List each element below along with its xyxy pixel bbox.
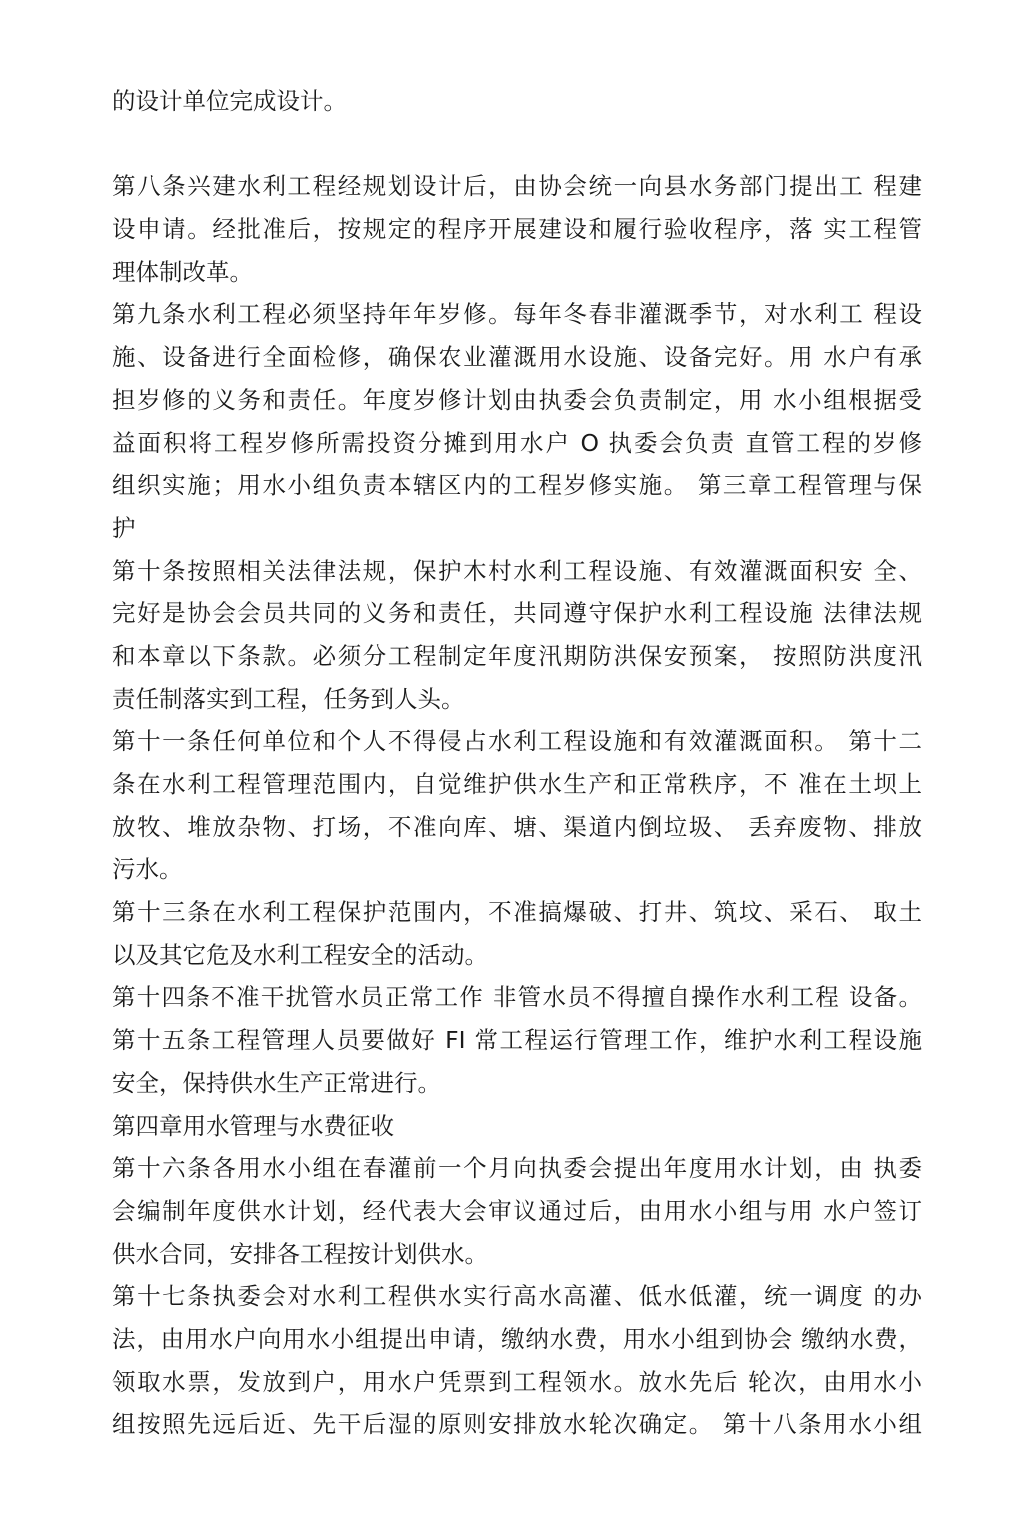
text-line: 放牧、堆放杂物、打场，不准向库、塘、渠道内倒垃圾、 丢弃废物、排放 [112,812,922,841]
text-line: 组织实施；用水小组负责本辖区内的工程岁修实施。 第三章工程管理与保 [112,471,922,500]
text-line: 污水。 [112,855,183,884]
text-line: 第十一条任何单位和个人不得侵占水利工程设施和有效灌溉面积。 第十二 [112,727,922,756]
text-line: 领取水票，发放到户，用水户凭票到工程领水。放水先后 轮次，由用水小 [112,1367,922,1396]
blank-line [112,123,922,166]
text-line: 完好是协会会员共同的义务和责任，共同遵守保护水利工程设施 法律法规 [112,599,922,628]
text-line: 第十七条执委会对水利工程供水实行高水高灌、低水低灌，统一调度 的办 [112,1282,922,1311]
text-line: 组按照先远后近、先干后湿的原则安排放水轮次确定。 第十八条用水小组 [112,1410,922,1439]
text-line: 安全，保持供水生产正常进行。 [112,1068,441,1097]
chapter-heading: 第四章用水管理与水费征收 [112,1111,394,1140]
text-line: 担岁修的义务和责任。年度岁修计划由执委会负责制定，用 水小组根据受 [112,385,922,414]
text-line: 第十条按照相关法律法规，保护木村水利工程设施、有效灌溉面积安 全、 [112,556,922,585]
text-line: 的设计单位完成设计。 [112,87,347,115]
text-line: 理体制改革。 [112,257,253,286]
document-page [112,80,922,1446]
text-line: 益面积将工程岁修所需投资分摊到用水户 O 执委会负责 直管工程的岁修 [112,428,922,457]
text-line: 会编制年度供水计划，经代表大会审议通过后，由用水小组与用 水户签订 [112,1196,922,1225]
text-line: 供水合同，安排各工程按计划供水。 [112,1239,488,1268]
text-line: 条在水利工程管理范围内，自觉维护供水生产和正常秩序，不 准在土坝上 [112,770,922,798]
text-line: 第九条水利工程必须坚持年年岁修。每年冬春非灌溉季节，对水利工 程设 [112,300,922,329]
text-line: 第十三条在水利工程保护范围内，不准搞爆破、打井、筑坟、采石、 取土 [112,898,922,927]
text-line: 第十六条各用水小组在春灌前一个月向执委会提出年度用水计划，由 执委 [112,1154,922,1183]
text-line: 第八条兴建水利工程经规划设计后，由协会统一向县水务部门提出工 程建 [112,172,922,201]
text-line: 第十五条工程管理人员要做好 FI 常工程运行管理工作，维护水利工程设施 [112,1026,922,1055]
text-line: 责任制落实到工程，任务到人头。 [112,684,465,713]
text-line: 施、设备进行全面检修，确保农业灌溉用水设施、设备完好。用 水户有承 [112,343,922,372]
text-line: 和本章以下条款。必须分工程制定年度汛期防洪保安预案， 按照防洪度汛 [112,641,922,670]
text-line: 法，由用水户向用水小组提出申请，缴纳水费，用水小组到协会 缴纳水费， [112,1324,922,1353]
text-line: 第十四条不准干扰管水员正常工作 非管水员不得擅自操作水利工程 设备。 [112,983,922,1012]
text-line: 护 [112,513,136,542]
text-line: 以及其它危及水利工程安全的活动。 [112,940,488,969]
text-line: 设申请。经批准后，按规定的程序开展建设和履行验收程序，落 实工程管 [112,215,922,244]
